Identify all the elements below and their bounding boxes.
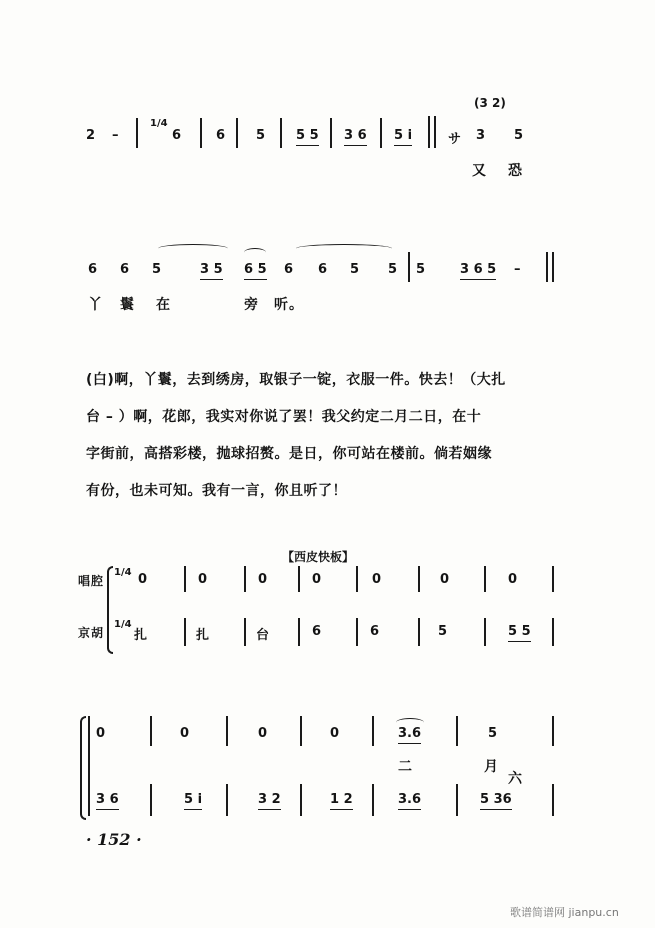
time-signature: 1/4 xyxy=(114,567,132,578)
note-group: 5 i xyxy=(184,792,203,807)
bar-line xyxy=(226,716,228,746)
bar-line xyxy=(456,716,458,746)
note-group: 3 6 xyxy=(96,792,119,807)
lyric: 旁 xyxy=(244,297,259,313)
grace-notes: (3 2) xyxy=(474,96,506,110)
bar-line xyxy=(428,116,430,148)
bar-line xyxy=(552,252,554,282)
note: 5 xyxy=(388,262,398,277)
note-group: 1 2 xyxy=(330,792,353,807)
note: 0 xyxy=(372,572,382,587)
bar-line xyxy=(552,618,554,646)
percussion-note: 扎 xyxy=(196,628,211,643)
section-title: 【西皮快板】 xyxy=(282,550,355,564)
bar-line xyxy=(150,784,152,816)
lyric: 月 xyxy=(484,759,499,775)
dash: – xyxy=(514,262,521,277)
note-group: 3 5 xyxy=(200,262,223,277)
bar-line xyxy=(226,784,228,816)
note-group: 3 6 5 xyxy=(460,262,497,277)
bar-line xyxy=(372,784,374,816)
bar-line xyxy=(456,784,458,816)
slur xyxy=(244,248,266,257)
bar-line xyxy=(418,566,420,592)
bar-line xyxy=(552,566,554,592)
system-brace xyxy=(107,566,113,654)
bar-line xyxy=(434,116,436,148)
percussion-note: 扎 xyxy=(134,628,149,643)
note-group: 3.6 xyxy=(398,726,422,741)
system-line xyxy=(88,716,90,816)
bar-line xyxy=(298,618,300,646)
lyric: 在 xyxy=(156,297,171,313)
note: 5 xyxy=(256,128,266,143)
note: 0 xyxy=(96,726,106,741)
note-group: 3 2 xyxy=(258,792,281,807)
system-brace xyxy=(80,716,86,820)
text-line: (白)啊，丫鬟，去到绣房，取银子一锭，衣服一件。快去！（大扎 xyxy=(86,372,506,388)
note: 5 xyxy=(350,262,360,277)
bar-line xyxy=(150,716,152,746)
note: 0 xyxy=(258,726,268,741)
watermark: 歌谱简谱网 jianpu.cn xyxy=(510,906,619,919)
bar-line xyxy=(356,618,358,646)
lyric: 二 xyxy=(398,759,413,775)
note-group: 6 5 xyxy=(244,262,267,277)
note-group: 3 6 xyxy=(344,128,367,143)
free-meter-mark: サ xyxy=(448,132,462,147)
bar-line xyxy=(484,618,486,646)
note: 0 xyxy=(258,572,268,587)
voice-part-label: 唱腔 xyxy=(78,574,105,588)
bar-line xyxy=(546,252,548,282)
note: 0 xyxy=(180,726,190,741)
dialogue-text xyxy=(86,362,546,510)
note: 0 xyxy=(330,726,340,741)
bar-line xyxy=(372,716,374,746)
note: 6 xyxy=(284,262,294,277)
note: 3 xyxy=(476,128,486,143)
lyric: 丫 xyxy=(88,297,103,313)
note: 2 xyxy=(86,128,96,143)
note: 6 xyxy=(318,262,328,277)
note: 0 xyxy=(312,572,322,587)
bar-line xyxy=(408,252,410,282)
bar-line xyxy=(184,618,186,646)
bar-line xyxy=(244,566,246,592)
note: 0 xyxy=(198,572,208,587)
slur xyxy=(158,244,228,253)
bar-line xyxy=(418,618,420,646)
note: 5 xyxy=(416,262,426,277)
note: 0 xyxy=(508,572,518,587)
percussion-note: 台 xyxy=(256,628,271,643)
bar-line xyxy=(300,784,302,816)
bar-line xyxy=(136,118,138,148)
lyric: 六 xyxy=(508,771,523,787)
bar-line xyxy=(380,118,382,148)
bar-line xyxy=(200,118,202,148)
note: 6 xyxy=(370,624,380,639)
note: 6 xyxy=(172,128,182,143)
note: 6 xyxy=(312,624,322,639)
lyric: 又 xyxy=(472,163,487,179)
bar-line xyxy=(552,784,554,816)
bar-line xyxy=(184,566,186,592)
note: 5 xyxy=(488,726,498,741)
slur xyxy=(296,244,392,253)
bar-line xyxy=(330,118,332,148)
time-signature: 1/4 xyxy=(114,619,132,630)
page-number: · 152 · xyxy=(86,830,142,849)
note: 6 xyxy=(120,262,130,277)
lyric: 恐 xyxy=(508,163,523,179)
bar-line xyxy=(356,566,358,592)
bar-line xyxy=(300,716,302,746)
text-line: 字街前，高搭彩楼，抛球招赘。是日，你可站在楼前。倘若姻缘 xyxy=(86,446,492,462)
lyric: 鬟 xyxy=(120,297,135,313)
bar-line xyxy=(298,566,300,592)
note-group: 5 5 xyxy=(508,624,531,639)
time-signature: 1/4 xyxy=(150,118,168,129)
bar-line xyxy=(236,118,238,148)
bar-line xyxy=(280,118,282,148)
jinghu-part-label: 京胡 xyxy=(78,626,105,640)
note: 0 xyxy=(138,572,148,587)
dash: – xyxy=(112,128,119,143)
note: 5 xyxy=(438,624,448,639)
note: 5 xyxy=(514,128,524,143)
bar-line xyxy=(484,566,486,592)
note-group: 5 5 xyxy=(296,128,319,143)
lyric: 听。 xyxy=(274,297,304,313)
note-group: 3.6 xyxy=(398,792,422,807)
bar-line xyxy=(552,716,554,746)
note-group: 5 i xyxy=(394,128,413,143)
bar-line xyxy=(244,618,246,646)
text-line: 台 – ）啊，花郎，我实对你说了罢！我父约定二月二日，在十 xyxy=(86,409,482,425)
text-line: 有份，也未可知。我有一言，你且听了！ xyxy=(86,483,347,499)
note: 0 xyxy=(440,572,450,587)
note: 6 xyxy=(216,128,226,143)
note: 5 xyxy=(152,262,162,277)
note-group: 5 36 xyxy=(480,792,512,807)
note: 6 xyxy=(88,262,98,277)
